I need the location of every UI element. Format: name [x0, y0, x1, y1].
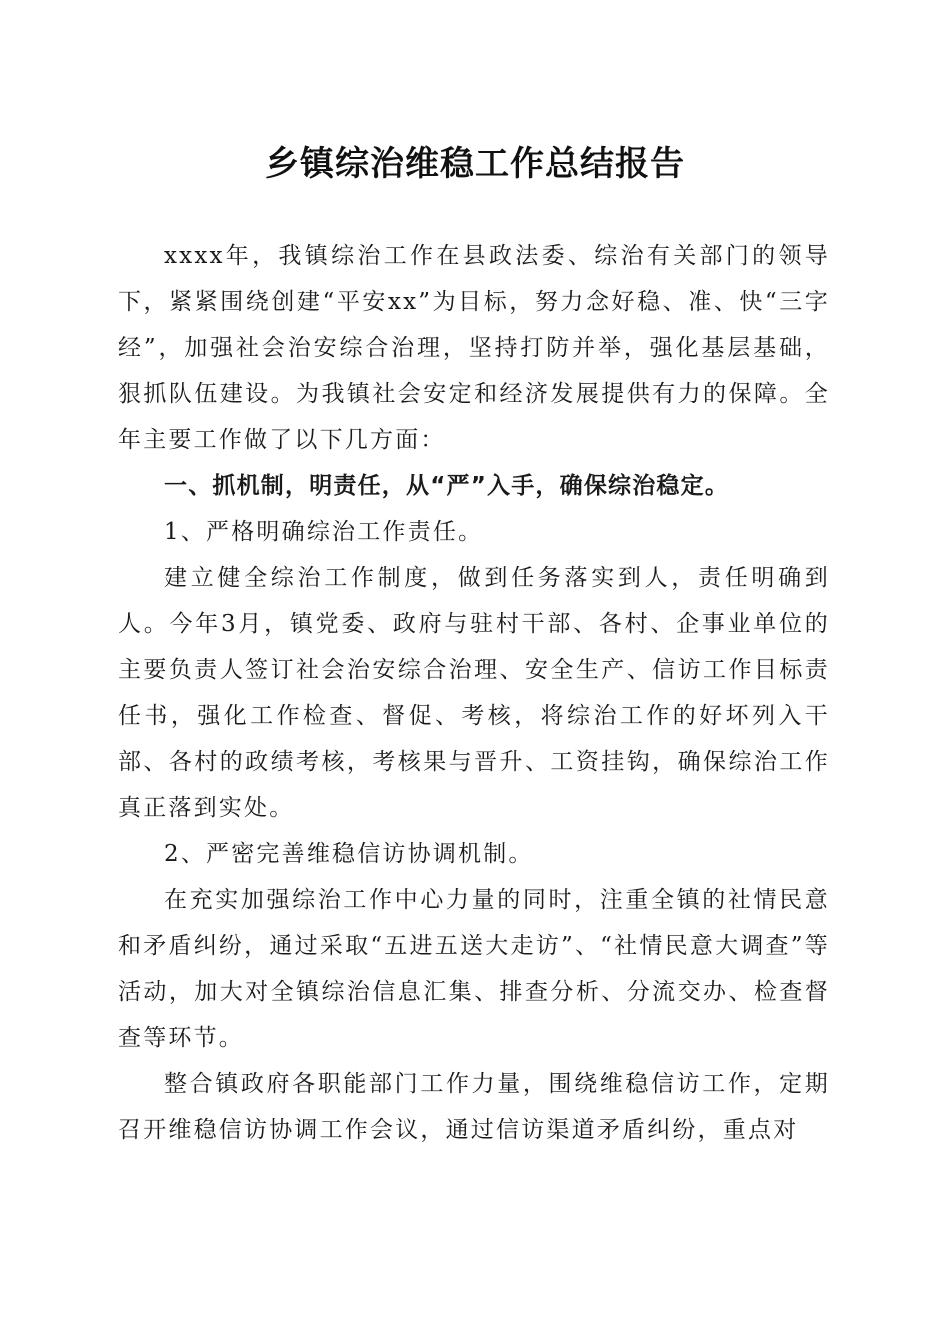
body-paragraph: 建立健全综治工作制度，做到任务落实到人，责任明确到人。今年3月，镇党委、政府与驻村干部、各村、企事业单位的主要负责人签订社会治安综合治理、安全生产、信访工作目标责任书，强化工作检查、督促、考核，将综治工作的好坏列入干部、各村的政绩考核，考核果与晋升、工资挂钩，确保综治工作真正落到实处。 [118, 565, 830, 821]
document-title: 乡镇综治维稳工作总结报告 [265, 144, 685, 184]
body-paragraph: 整合镇政府各职能部门工作力量，围绕维稳信访工作，定期召开维稳信访协调工作会议，通过信访渠道矛盾纠纷，重点对 [118, 1071, 830, 1143]
intro-paragraph: xxxx年，我镇综治工作在县政法委、综治有关部门的领导下，紧紧围绕创建“平安xx”为目标，努力念好稳、准、快“三字经”，加强社会治安综合治理，坚持打防并举，强化基层基础，狠抓队伍建设。为我镇社会安定和经济发展提供有力的保障。全年主要工作做了以下几方面： [118, 243, 830, 453]
subsection-heading-2: 2、严密完善维稳信访协调机制。 [164, 841, 534, 867]
section-heading-1: 一、抓机制，明责任，从“严”入手，确保综治稳定。 [164, 473, 730, 499]
document-body [118, 233, 830, 1153]
subsection-heading-1: 1、严格明确综治工作责任。 [164, 519, 484, 545]
body-paragraph: 在充实加强综治工作中心力量的同时，注重全镇的社情民意和矛盾纠纷，通过采取“五进五送大走访”、“社情民意大调查”等活动，加大对全镇综治信息汇集、排查分析、分流交办、检查督查等环节。 [118, 887, 830, 1051]
